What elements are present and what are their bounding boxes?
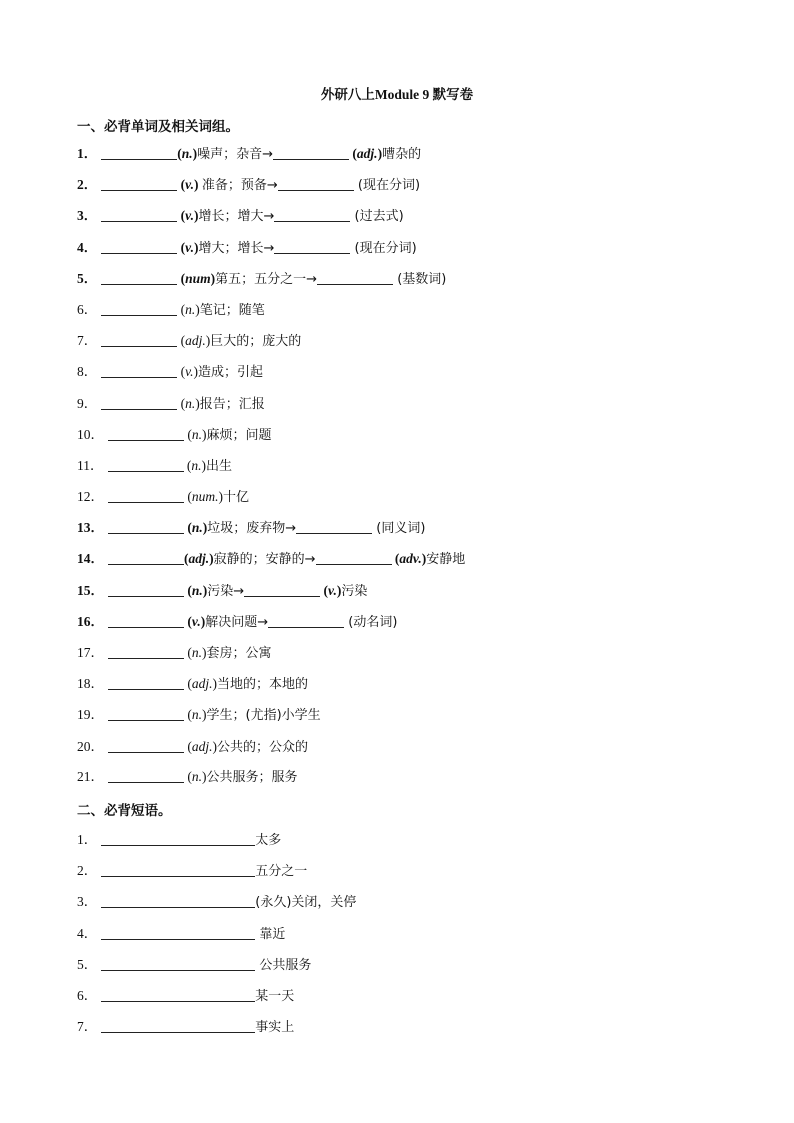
- answer-blank[interactable]: [101, 363, 177, 378]
- answer-blank[interactable]: [108, 613, 184, 628]
- vocab-item-8: 8． (v.)造成；引起: [77, 364, 264, 380]
- vocab-item-3: 3． (v.)增长；增大→ (过去式): [77, 208, 404, 224]
- vocab-item-6: 6． (n.)笔记；随笔: [77, 302, 265, 318]
- answer-blank[interactable]: [108, 738, 184, 753]
- vocab-item-13: 13． (n.)垃圾；废弃物→ (同义词): [77, 520, 426, 536]
- answer-blank[interactable]: [101, 176, 177, 191]
- answer-blank[interactable]: [274, 239, 350, 254]
- answer-blank[interactable]: [108, 457, 184, 472]
- vocab-item-10: 10． (n.)麻烦；问题: [77, 427, 272, 443]
- phrase-item-6: 6． 某一天: [77, 988, 295, 1004]
- answer-blank[interactable]: [108, 488, 184, 503]
- answer-blank[interactable]: [108, 550, 184, 565]
- answer-blank[interactable]: [108, 519, 184, 534]
- answer-blank[interactable]: [101, 332, 177, 347]
- answer-blank[interactable]: [101, 956, 255, 971]
- section-1-heading: 一、必背单词及相关词组。: [77, 119, 239, 134]
- section-2-heading: 二、必背短语。: [77, 803, 172, 818]
- answer-blank[interactable]: [101, 862, 255, 877]
- answer-blank[interactable]: [108, 582, 184, 597]
- phrase-item-5: 5． 公共服务: [77, 957, 312, 973]
- vocab-item-7: 7． (adj.)巨大的；庞大的: [77, 333, 302, 349]
- phrase-item-4: 4． 靠近: [77, 926, 286, 942]
- phrase-item-2: 2． 五分之一: [77, 863, 308, 879]
- answer-blank[interactable]: [101, 893, 255, 908]
- vocab-item-5: 5． (num)第五；五分之一→ (基数词): [77, 271, 447, 287]
- vocab-item-20: 20． (adj.)公共的；公众的: [77, 739, 309, 755]
- answer-blank[interactable]: [101, 207, 177, 222]
- vocab-item-9: 9． (n.)报告；汇报: [77, 396, 265, 412]
- vocab-item-18: 18． (adj.)当地的；本地的: [77, 676, 309, 692]
- answer-blank[interactable]: [101, 301, 177, 316]
- answer-blank[interactable]: [101, 831, 255, 846]
- answer-blank[interactable]: [101, 987, 255, 1002]
- phrase-item-3: 3． (永久)关闭，关停: [77, 894, 357, 910]
- answer-blank[interactable]: [101, 239, 177, 254]
- vocab-item-11: 11． (n.)出生: [77, 458, 233, 474]
- vocab-item-19: 19． (n.)学生；(尤指)小学生: [77, 707, 321, 723]
- answer-blank[interactable]: [101, 145, 177, 160]
- vocab-item-4: 4． (v.)增大；增长→ (现在分词): [77, 240, 417, 256]
- answer-blank[interactable]: [108, 426, 184, 441]
- vocab-item-17: 17． (n.)套房；公寓: [77, 645, 272, 661]
- vocab-item-21: 21． (n.)公共服务；服务: [77, 769, 298, 785]
- phrase-item-1: 1． 太多: [77, 832, 282, 848]
- phrase-item-7: 7． 事实上: [77, 1019, 295, 1035]
- page-title: 外研八上Module 9 默写卷: [320, 87, 474, 102]
- answer-blank[interactable]: [108, 675, 184, 690]
- answer-blank[interactable]: [268, 613, 344, 628]
- vocab-item-12: 12． (num.)十亿: [77, 489, 250, 505]
- answer-blank[interactable]: [278, 176, 354, 191]
- vocab-item-1: 1． (n.)噪声；杂音→ (adj.)嘈杂的: [77, 146, 422, 162]
- answer-blank[interactable]: [244, 582, 320, 597]
- answer-blank[interactable]: [108, 644, 184, 659]
- answer-blank[interactable]: [296, 519, 372, 534]
- answer-blank[interactable]: [108, 768, 184, 783]
- vocab-item-2: 2． (v.) 准备；预备→ (现在分词): [77, 177, 421, 193]
- answer-blank[interactable]: [317, 270, 393, 285]
- answer-blank[interactable]: [108, 706, 184, 721]
- answer-blank[interactable]: [101, 270, 177, 285]
- answer-blank[interactable]: [316, 550, 392, 565]
- vocab-item-14: 14． (adj.)寂静的；安静的→ (adv.)安静地: [77, 551, 466, 567]
- vocab-item-15: 15． (n.)污染→ (v.)污染: [77, 583, 368, 599]
- answer-blank[interactable]: [274, 207, 350, 222]
- answer-blank[interactable]: [101, 395, 177, 410]
- vocab-item-16: 16． (v.)解决问题→ (动名词): [77, 614, 398, 630]
- answer-blank[interactable]: [101, 925, 255, 940]
- answer-blank[interactable]: [101, 1018, 255, 1033]
- answer-blank[interactable]: [273, 145, 349, 160]
